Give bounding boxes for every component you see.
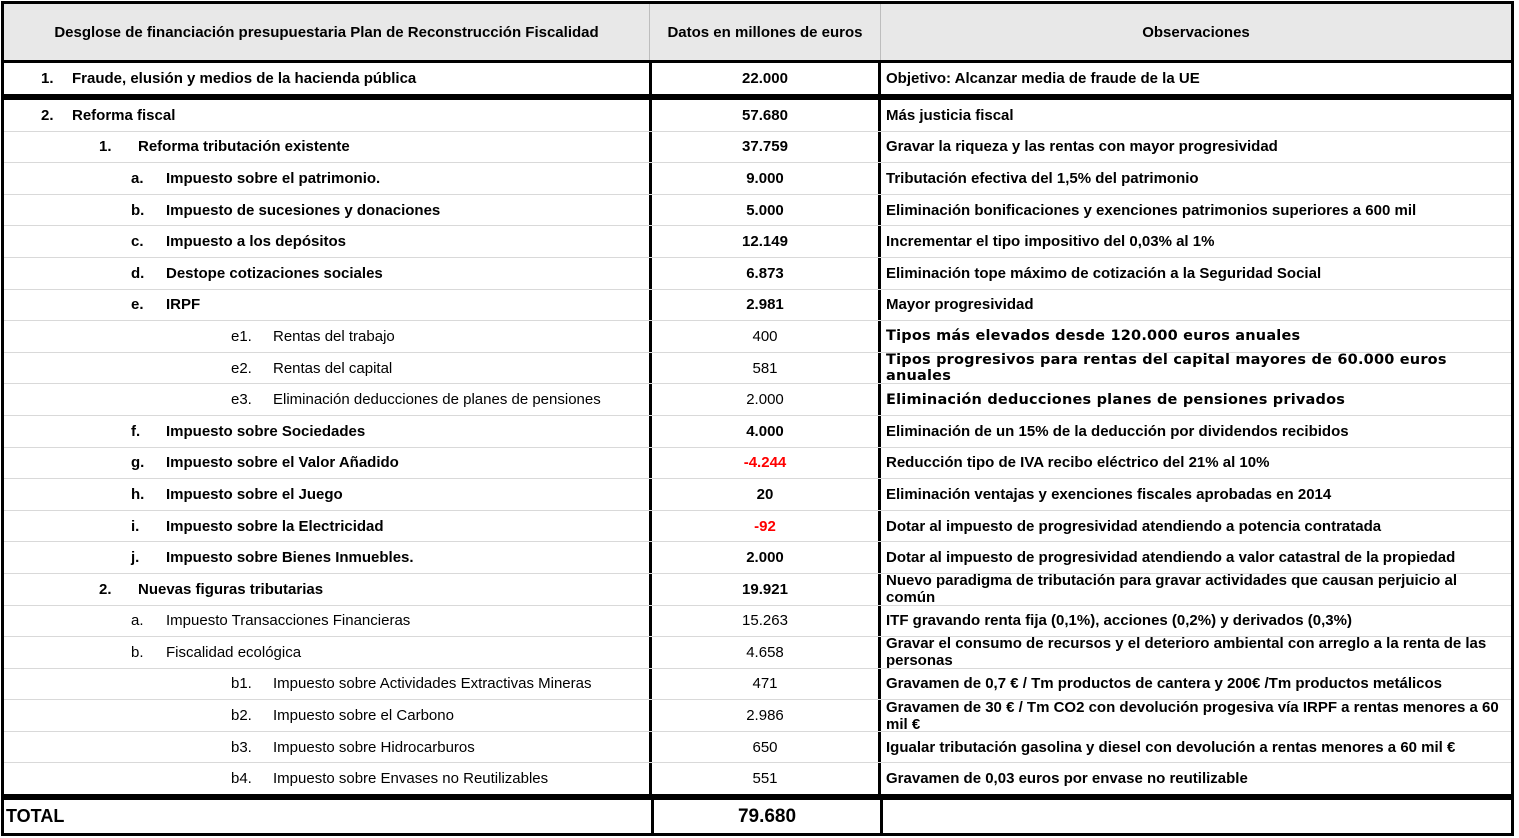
table-row xyxy=(4,225,1511,257)
table-row xyxy=(4,289,1511,321)
row-observation: Eliminación bonificaciones y exenciones patrimonios superiores a 600 mil xyxy=(886,201,1417,219)
row-value: 4.658 xyxy=(649,637,881,668)
table-row xyxy=(4,762,1511,794)
row-value: 551 xyxy=(649,763,881,794)
row-value: 9.000 xyxy=(649,163,881,194)
row-value: 2.981 xyxy=(649,290,881,321)
row-observation: Reducción tipo de IVA recibo eléctrico del 21% al 10% xyxy=(886,454,1270,472)
row-item-number: h. xyxy=(131,485,145,503)
table-row xyxy=(4,162,1511,194)
row-item xyxy=(4,226,649,257)
row-value: 6.873 xyxy=(649,258,881,289)
section-main-rows xyxy=(1,97,1514,797)
row-item xyxy=(4,63,649,94)
row-item-number: d. xyxy=(131,264,145,282)
row-item xyxy=(4,290,649,321)
row-item-number: 1. xyxy=(41,70,54,87)
row-value: 581 xyxy=(649,353,881,384)
row-item xyxy=(4,606,649,637)
row-item-number: f. xyxy=(131,422,141,440)
row-item-number: e1. xyxy=(231,327,252,345)
row-value: 20 xyxy=(649,479,881,510)
row-item xyxy=(4,448,649,479)
row-observation: Objetivo: Alcanzar media de fraude de la UE xyxy=(886,70,1200,87)
row-observation: Eliminación de un 15% de la deducción por dividendos recibidos xyxy=(886,422,1349,440)
table-header-row xyxy=(1,1,1514,63)
row-observation: Tributación efectiva del 1,5% del patrimonio xyxy=(886,169,1199,187)
row-item-label: Impuesto sobre el Juego xyxy=(166,485,343,503)
row-item-label: Reforma fiscal xyxy=(72,106,176,124)
header-cell-data-millions: Datos en millones de euros xyxy=(649,4,881,60)
row-observation: Gravar el consumo de recursos y el deterioro ambiental con arreglo a la renta de las personas xyxy=(886,635,1487,670)
row-item-label: Fiscalidad ecológica xyxy=(166,643,302,661)
row-item-label: Impuesto sobre Bienes Inmuebles. xyxy=(166,549,414,567)
row-item xyxy=(4,321,649,352)
row-item xyxy=(4,542,649,573)
row-observation: Eliminación ventajas y exenciones fiscales aprobadas en 2014 xyxy=(886,485,1332,503)
row-item-label: Impuesto de sucesiones y donaciones xyxy=(166,201,441,219)
row-item-number: i. xyxy=(131,517,140,535)
table-row xyxy=(4,131,1511,163)
row-observation: Gravamen de 0,03 euros por envase no reutilizable xyxy=(886,770,1248,788)
table-row xyxy=(4,668,1511,700)
total-value: 79.680 xyxy=(651,800,883,833)
table-row xyxy=(4,541,1511,573)
row-value: 2.000 xyxy=(649,384,881,415)
row-item-label: Rentas del capital xyxy=(273,359,393,377)
row-observation: Gravar la riqueza y las rentas con mayor progresividad xyxy=(886,138,1278,156)
table-row xyxy=(4,100,1511,131)
row-item-label: Eliminación deducciones de planes de pensiones xyxy=(273,391,601,409)
row-observation: Dotar al impuesto de progresividad atendiendo a potencia contratada xyxy=(886,517,1382,535)
row-observation: Gravamen de 0,7 € / Tm productos de cantera y 200€ /Tm productos metálicos xyxy=(886,675,1443,693)
total-observation xyxy=(883,800,1511,833)
row-item xyxy=(4,132,649,163)
row-value: 650 xyxy=(649,732,881,763)
row-value: 5.000 xyxy=(649,195,881,226)
row-value: 4.000 xyxy=(649,416,881,447)
row-observation: Tipos progresivos para rentas del capital mayores de 60.000 euros anuales xyxy=(886,352,1447,385)
row-item-number: a. xyxy=(131,612,144,630)
table-row xyxy=(4,415,1511,447)
row-item-number: c. xyxy=(131,233,144,251)
table-row xyxy=(4,731,1511,763)
row-item xyxy=(4,479,649,510)
row-value: 471 xyxy=(649,669,881,700)
row-item-label: Nuevas figuras tributarias xyxy=(138,580,324,598)
table-row xyxy=(4,699,1511,731)
row-item xyxy=(4,416,649,447)
row-item-number: b4. xyxy=(231,770,252,788)
row-item-number: b. xyxy=(131,201,145,219)
row-item-number: 1. xyxy=(99,138,112,156)
row-observation: Eliminación deducciones planes de pensiones privados xyxy=(886,391,1346,408)
row-value: 37.759 xyxy=(649,132,881,163)
row-observation: ITF gravando renta fija (0,1%), acciones (0,2%) y derivados (0,3%) xyxy=(886,612,1352,630)
row-observation: Gravamen de 30 € / Tm CO2 con devolución progesiva vía IRPF a rentas menores a 60 mil € xyxy=(886,698,1499,733)
row-item-number: a. xyxy=(131,169,144,187)
table-row xyxy=(4,636,1511,668)
row-item-label: Impuesto sobre Hidrocarburos xyxy=(273,738,475,756)
header-cell-breakdown: Desglose de financiación presupuestaria Plan de Reconstrucción Fiscalidad xyxy=(54,23,599,41)
row-item-number: 2. xyxy=(41,106,54,124)
row-item-label: Impuesto sobre la Electricidad xyxy=(166,517,384,535)
header-cell-observations: Observaciones xyxy=(1142,23,1250,41)
table-row xyxy=(4,63,1511,94)
row-item-label: Impuesto Transacciones Financieras xyxy=(166,612,411,630)
row-observation: Nuevo paradigma de tributación para gravar actividades que causan perjuicio al común xyxy=(886,572,1458,607)
row-item xyxy=(4,574,649,605)
row-item-number: 2. xyxy=(99,580,112,598)
row-value: 19.921 xyxy=(649,574,881,605)
table-row xyxy=(4,605,1511,637)
total-row xyxy=(4,800,1511,833)
row-observation: Mayor progresividad xyxy=(886,296,1034,314)
row-item-label: Rentas del trabajo xyxy=(273,327,395,345)
row-item xyxy=(4,258,649,289)
row-item-label: Impuesto a los depósitos xyxy=(166,233,347,251)
row-item-label: Impuesto sobre el Valor Añadido xyxy=(166,454,399,472)
row-item xyxy=(4,511,649,542)
table-row xyxy=(4,478,1511,510)
row-item xyxy=(4,700,649,731)
row-observation: Incrementar el tipo impositivo del 0,03% al 1% xyxy=(886,233,1215,251)
row-value: 15.263 xyxy=(649,606,881,637)
row-item-label: Impuesto sobre el patrimonio. xyxy=(166,169,381,187)
row-item xyxy=(4,637,649,668)
row-item-number: e3. xyxy=(231,391,252,409)
table-row xyxy=(4,383,1511,415)
row-item-number: j. xyxy=(131,549,140,567)
row-value: 12.149 xyxy=(649,226,881,257)
row-item xyxy=(4,669,649,700)
row-value: 57.680 xyxy=(649,100,881,131)
total-label: TOTAL xyxy=(6,806,65,827)
row-observation: Más justicia fiscal xyxy=(886,106,1014,124)
row-observation: Eliminación tope máximo de cotización a la Seguridad Social xyxy=(886,264,1322,282)
table-row xyxy=(4,352,1511,384)
row-observation: Tipos más elevados desde 120.000 euros anuales xyxy=(886,328,1301,345)
row-item-label: Impuesto sobre Envases no Reutilizables xyxy=(273,770,549,788)
row-item xyxy=(4,195,649,226)
table-row xyxy=(4,573,1511,605)
row-item-label: Destope cotizaciones sociales xyxy=(166,264,383,282)
table-row xyxy=(4,447,1511,479)
row-item-label: Impuesto sobre Actividades Extractivas Mineras xyxy=(273,675,592,693)
row-item xyxy=(4,353,649,384)
table-row xyxy=(4,320,1511,352)
row-item xyxy=(4,384,649,415)
row-item-number: b. xyxy=(131,643,144,661)
row-item-number: b2. xyxy=(231,707,252,725)
row-value: -92 xyxy=(649,511,881,542)
row-item xyxy=(4,763,649,794)
row-item-label: Impuesto sobre el Carbono xyxy=(273,707,454,725)
row-item-label: Impuesto sobre Sociedades xyxy=(166,422,366,440)
table-row xyxy=(4,257,1511,289)
row-value: -4.244 xyxy=(649,448,881,479)
section-total xyxy=(1,797,1514,836)
row-item-number: b3. xyxy=(231,738,252,756)
row-observation: Igualar tributación gasolina y diesel con devolución a rentas menores a 60 mil € xyxy=(886,738,1456,756)
row-value: 22.000 xyxy=(649,63,881,94)
row-item xyxy=(4,100,649,131)
row-item-number: g. xyxy=(131,454,145,472)
row-value: 400 xyxy=(649,321,881,352)
row-item-number: e. xyxy=(131,296,144,314)
row-value: 2.000 xyxy=(649,542,881,573)
table-row xyxy=(4,510,1511,542)
row-item-label: Reforma tributación existente xyxy=(138,138,350,156)
row-value: 2.986 xyxy=(649,700,881,731)
section-fraud-row xyxy=(1,63,1514,97)
row-item-number: b1. xyxy=(231,675,252,693)
row-item xyxy=(4,732,649,763)
table-row xyxy=(4,194,1511,226)
row-item xyxy=(4,163,649,194)
row-item-label: IRPF xyxy=(166,296,201,314)
row-item-number: e2. xyxy=(231,359,252,377)
row-observation: Dotar al impuesto de progresividad atendiendo a valor catastral de la propiedad xyxy=(886,549,1456,567)
row-item-label: Fraude, elusión y medios de la hacienda pública xyxy=(72,70,417,87)
